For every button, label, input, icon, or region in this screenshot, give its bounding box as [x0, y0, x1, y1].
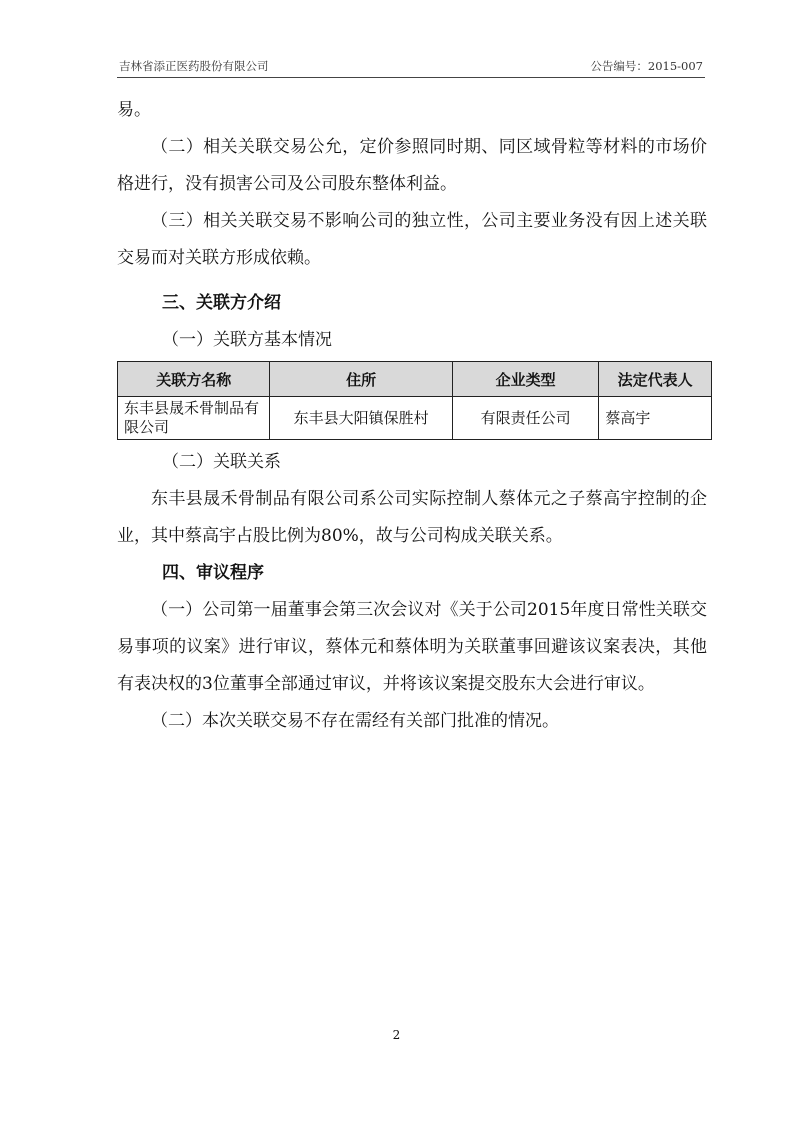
- section-4-title: 四、审议程序: [162, 563, 264, 583]
- header-notice-number: 公告编号：2015-007: [590, 59, 703, 73]
- table-header-row: [118, 362, 712, 397]
- table-header: 企业类型: [452, 362, 599, 397]
- section-4-paragraph-1: （一）公司第一届董事会第三次会议对《关于公司2015年度日常性关联交易事项的议案》进行审议，蔡体元和蔡体明为关联董事回避该议案表决，其他有表决权的3位董事全部通过审议，并将该议案提交股东大会进行审议。: [117, 600, 707, 694]
- table-header: 住所: [270, 362, 452, 397]
- section-3-paragraph: 东丰县晟禾骨制品有限公司系公司实际控制人蔡体元之子蔡高宇控制的企业，其中蔡高宇占股比例为80%，故与公司构成关联关系。: [117, 489, 707, 546]
- page-header: [117, 55, 705, 78]
- table-header: 法定代表人: [599, 362, 712, 397]
- table-cell: 蔡高宇: [599, 397, 712, 440]
- paragraph-2-2: （二）相关关联交易公允，定价参照同时期、同区域骨粒等材料的市场价格进行，没有损害公司及公司股东整体利益。: [117, 137, 707, 194]
- upper-text: [117, 92, 707, 277]
- page-number: 2: [392, 1028, 401, 1042]
- table-cell: 有限责任公司: [452, 397, 599, 440]
- continued-text: 易。: [117, 100, 151, 120]
- section-3-relationship: [117, 444, 707, 555]
- section-3-title: 三、关联方介绍: [162, 293, 281, 313]
- section-3-sub2: （二）关联关系: [162, 452, 281, 472]
- table-row: [118, 397, 712, 440]
- section-4-block: [117, 555, 707, 740]
- header-company: 吉林省添正医药股份有限公司: [119, 59, 269, 73]
- section-4-paragraph-2: （二）本次关联交易不存在需经有关部门批准的情况。: [151, 711, 559, 731]
- table-cell: 东丰县大阳镇保胜村: [270, 397, 452, 440]
- paragraph-2-3: （三）相关关联交易不影响公司的独立性，公司主要业务没有因上述关联交易而对关联方形成依赖。: [117, 211, 707, 268]
- section-3-sub1: （一）关联方基本情况: [162, 330, 332, 350]
- table-header: 关联方名称: [118, 362, 270, 397]
- table-cell: 东丰县晟禾骨制品有限公司: [118, 397, 270, 440]
- related-party-table: [117, 361, 712, 440]
- section-3-heading-block: [117, 285, 707, 359]
